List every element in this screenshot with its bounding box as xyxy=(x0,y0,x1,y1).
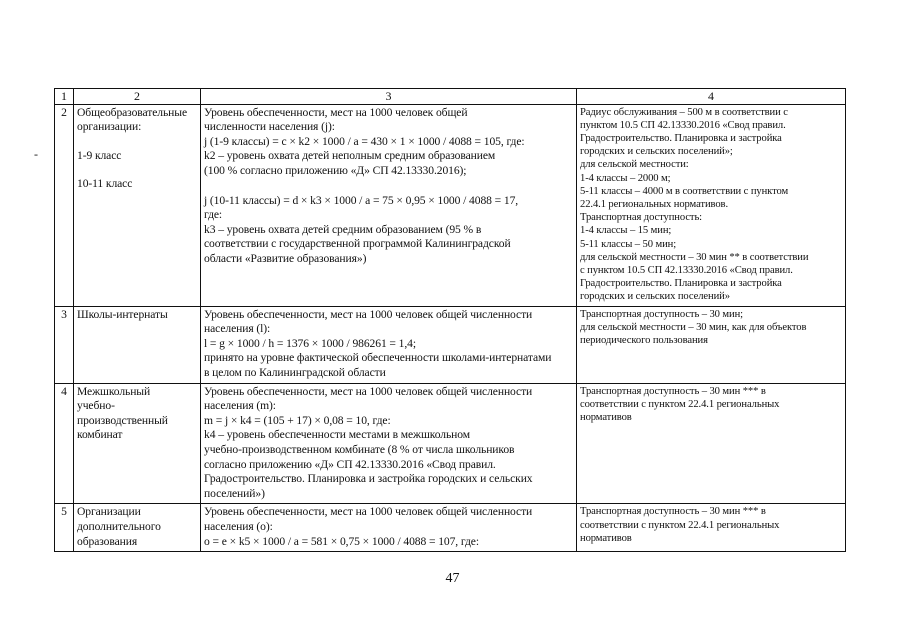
cell-line: Градостроительство. Планировка и застройка xyxy=(580,278,782,290)
cell-line: 5-11 классы – 50 мин; xyxy=(580,238,677,250)
cell-line: населения (m): xyxy=(204,399,276,413)
calculation-cell xyxy=(201,306,577,383)
cell-line: k2 – уровень охвата детей неполным средним образованием xyxy=(204,149,496,163)
header-cell: 3 xyxy=(201,89,577,105)
facility-type-cell xyxy=(74,306,201,383)
table-row xyxy=(55,306,846,383)
table-row xyxy=(55,504,846,552)
cell-line: комбинат xyxy=(77,428,123,442)
row-number: 2 xyxy=(55,104,74,306)
table-row xyxy=(55,383,846,504)
cell-line: Школы-интернаты xyxy=(77,307,168,321)
cell-line: соответствии с государственной программой Калининградской xyxy=(204,237,511,251)
cell-line: учебно-производственном комбинате (8 % от числа школьников xyxy=(204,442,515,456)
cell-line: Уровень обеспеченности, мест на 1000 человек общей численности xyxy=(204,307,533,321)
cell-line: области «Развитие образования») xyxy=(204,251,367,265)
row-number: 5 xyxy=(55,504,74,552)
cell-line: соответствии с пунктом 22.4.1 региональных xyxy=(580,398,780,410)
cell-line: населения (l): xyxy=(204,322,271,336)
cell-line: принято на уровне фактической обеспеченности школами-интернатами xyxy=(204,351,552,365)
table-header-row xyxy=(55,89,846,105)
page-number: 47 xyxy=(445,571,460,586)
calculation-cell xyxy=(201,504,577,552)
facility-type-cell xyxy=(74,104,201,306)
cell-line: учебно- xyxy=(77,399,115,413)
cell-line: Транспортная доступность – 30 мин *** в xyxy=(580,385,766,397)
cell-line: Уровень обеспеченности, мест на 1000 человек общей численности xyxy=(204,505,533,519)
cell-line: дополнительного xyxy=(77,519,161,533)
accessibility-cell xyxy=(577,504,846,552)
cell-line: 1-9 класс xyxy=(77,148,122,162)
cell-line: в целом по Калининградской области xyxy=(204,366,386,380)
cell-line: Уровень обеспеченности, мест на 1000 человек общей xyxy=(204,105,468,119)
cell-line: k3 – уровень охвата детей средним образованием (95 % в xyxy=(204,222,482,236)
cell-line: где: xyxy=(204,208,223,222)
cell-line: m = j × k4 = (105 + 17) × 0,08 = 10, где: xyxy=(204,413,391,427)
cell-line: Организации xyxy=(77,505,141,519)
accessibility-cell xyxy=(577,306,846,383)
cell-line: организации: xyxy=(77,120,142,134)
cell-line: Общеобразовательные xyxy=(77,105,187,119)
header-cell: 2 xyxy=(74,89,201,105)
cell-line: Радиус обслуживания – 500 м в соответствии с xyxy=(580,106,788,118)
header-cell: 4 xyxy=(577,89,846,105)
standards-table xyxy=(54,88,846,552)
facility-type-cell xyxy=(74,504,201,552)
accessibility-cell xyxy=(577,383,846,504)
margin-mark: - xyxy=(34,147,38,161)
cell-line: Уровень обеспеченности, мест на 1000 человек общей численности xyxy=(204,384,533,398)
cell-line: нормативов xyxy=(580,412,632,424)
cell-line: численности населения (j): xyxy=(204,120,335,134)
cell-line: Транспортная доступность – 30 мин; xyxy=(580,308,744,320)
cell-line: образования xyxy=(77,534,138,548)
cell-line: j (1-9 классы) = с × k2 × 1000 / а = 430 × 1 × 1000 / 4088 = 105, где: xyxy=(204,134,525,148)
cell-line: согласно приложению «Д» СП 42.13330.2016 «Свод правил. xyxy=(204,457,496,471)
cell-line: 5-11 классы – 4000 м в соответствии с пунктом xyxy=(580,185,789,197)
cell-line: периодического пользования xyxy=(580,335,708,347)
header-cell: 1 xyxy=(55,89,74,105)
cell-line: населения (o): xyxy=(204,519,273,533)
cell-line: 10-11 класс xyxy=(77,177,133,191)
cell-line: для сельской местности: xyxy=(580,159,689,171)
cell-line: o = e × k5 × 1000 / а = 581 × 0,75 × 1000 / 4088 = 107, где: xyxy=(204,534,479,548)
cell-line: Транспортная доступность – 30 мин *** в xyxy=(580,506,766,518)
cell-line: l = g × 1000 / h = 1376 × 1000 / 986261 = 1,4; xyxy=(204,336,416,350)
table-row xyxy=(55,104,846,306)
calculation-cell xyxy=(201,383,577,504)
cell-line: поселений») xyxy=(204,486,265,500)
cell-line: Транспортная доступность: xyxy=(580,212,703,224)
calculation-cell xyxy=(201,104,577,306)
cell-line: городских и сельских поселений» xyxy=(580,291,730,303)
cell-line: 1-4 классы – 15 мин; xyxy=(580,225,672,237)
row-number: 3 xyxy=(55,306,74,383)
cell-line: соответствии с пунктом 22.4.1 региональных xyxy=(580,519,780,531)
cell-line: Градостроительство. Планировка и застройка xyxy=(580,133,782,144)
cell-line: нормативов xyxy=(580,532,632,544)
cell-line: 22.4.1 региональных нормативов. xyxy=(580,199,728,211)
cell-line: Градостроительство. Планировка и застройка городских и сельских xyxy=(204,472,533,486)
cell-line: для сельской местности – 30 мин ** в соответствии xyxy=(580,251,809,263)
facility-type-cell xyxy=(74,383,201,504)
cell-line: пунктом 10.5 СП 42.13330.2016 «Свод правил. xyxy=(580,119,786,131)
row-number: 4 xyxy=(55,383,74,504)
cell-line: (100 % согласно приложению «Д» СП 42.13330.2016); xyxy=(204,163,467,177)
cell-line: 1-4 классы – 2000 м; xyxy=(580,172,671,184)
cell-line: с пунктом 10.5 СП 42.13330.2016 «Свод правил. xyxy=(580,265,793,277)
cell-line: k4 – уровень обеспеченности местами в межшкольном xyxy=(204,428,470,442)
cell-line: j (10-11 классы) = d × k3 × 1000 / а = 75 × 0,95 × 1000 / 4088 = 17, xyxy=(204,193,519,207)
cell-line: Межшкольный xyxy=(77,384,151,398)
cell-line: для сельской местности – 30 мин, как для объектов xyxy=(580,321,807,333)
cell-line: производственный xyxy=(77,413,168,427)
cell-line: городских и сельских поселений»; xyxy=(580,146,733,158)
accessibility-cell xyxy=(577,104,846,306)
